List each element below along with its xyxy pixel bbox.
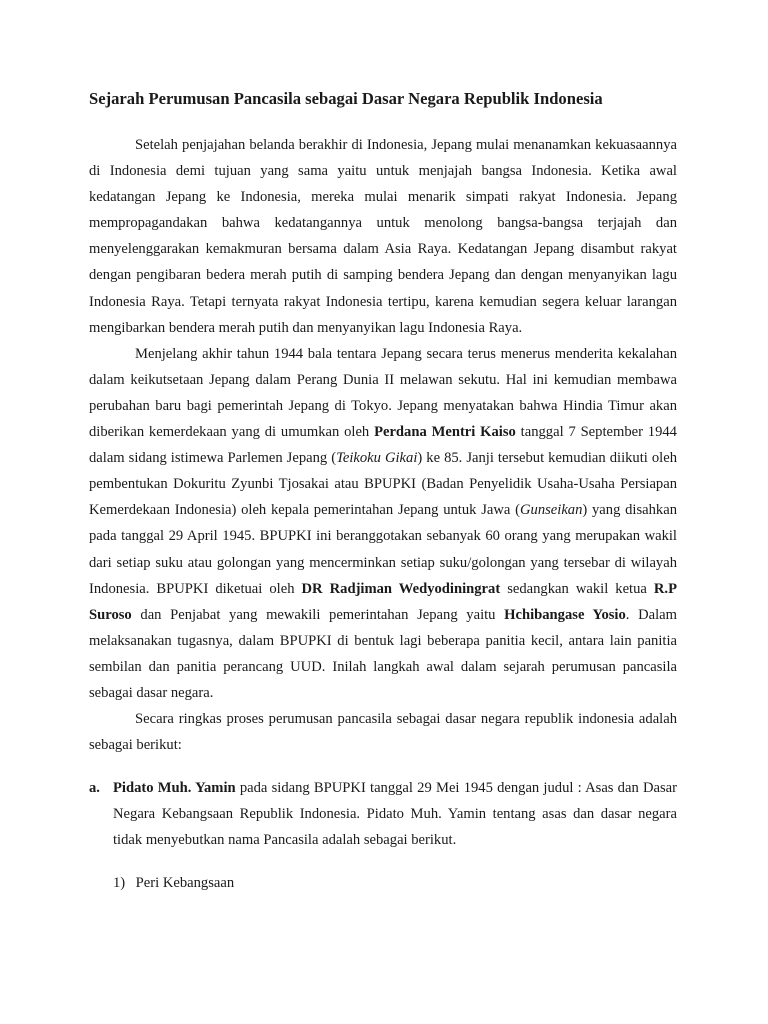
list-item-bold-lead: Pidato Muh. Yamin: [113, 780, 236, 796]
sub-list-text: Peri Kebangsaan: [135, 875, 235, 891]
paragraph-2-text-7: . Dalam melaksanakan tugasnya, dalam BPUPKI di bentuk lagi beberapa panitia kecil, antara lain panitia sembilan dan panitia perancang UUD. Inilah langkah awal dalam sejarah perumusan pancasila sebagai dasar negara.: [89, 606, 678, 701]
list-item-text: pada sidang BPUPKI tanggal 29 Mei 1945 dengan judul : Asas dan Dasar Negara Kebangsaan Republik Indonesia. Pidato Muh. Yamin tentang asas dan dasar negara tidak menyebutkan nama Pancasila adalah sebagai berikut.: [113, 780, 677, 849]
paragraph-2-text-4: ) yang disahkan pada tanggal 29 April 1945. BPUPKI ini beranggotakan sebanyak 60 orang yang merupakan wakil dari setiap suku atau golongan yang mencerminkan setiap suku/golongan yang tersebar di wilayah Indonesia. BPUPKI diketuai oleh: [89, 502, 677, 597]
paragraph-2: [89, 341, 677, 706]
paragraph-2-text-1: Menjelang akhir tahun 1944 bala tentara Jepang secara terus menerus menderita kekalahan dalam keikutsetaan Jepang dalam Perang Dunia II melawan sekutu. Hal ini kemudian membawa perubahan baru bagi pemerintah Jepang di Tokyo. Jepang menyatakan bahwa Hindia Timur akan diberikan kemerdekaan yang di umumkan oleh: [89, 345, 677, 441]
document-body: [89, 132, 677, 758]
name-rp-suroso: R.P Suroso: [89, 580, 677, 623]
sub-list-item: [113, 870, 234, 896]
sub-list-number: 1): [113, 875, 126, 891]
list-marker: a.: [89, 780, 100, 796]
paragraph-2-text-5: sedangkan wakil ketua: [500, 580, 654, 597]
paragraph-3: Secara ringkas proses perumusan pancasila sebagai dasar negara republik indonesia adalah sebagai berikut:: [89, 711, 677, 754]
list-item-content: [113, 775, 677, 853]
name-dr-radjiman: DR Radjiman Wedyodiningrat: [301, 580, 501, 597]
paragraph-2-text-2: tanggal 7 September 1944 dalam sidang istimewa Parlemen Jepang (: [89, 424, 677, 467]
name-hchibangase-yosio: Hchibangase Yosio: [504, 606, 626, 623]
term-teikoku-gikai: Teikoku Gikai: [336, 450, 418, 467]
paragraph-1: Setelah penjajahan belanda berakhir di Indonesia, Jepang mulai menanamkan kekuasaannya di Indonesia demi tujuan yang sama yaitu untuk menjajah bangsa Indonesia. Ketika awal kedatangan Jepang ke Indonesia, mereka mulai menarik simpati rakyat Indonesia. Jepang mempropagandakan bahwa kedatangannya untuk menolong bangsa-bangsa terjajah dan menyelenggarakan kemakmuran bersama dalam Asia Raya. Kedatangan Jepang disambut rakyat dengan pengibaran bedera merah putih di samping bendera Jepang dan dengan menyanyikan lagu Indonesia Raya. Tetapi ternyata rakyat Indonesia tertipu, karena kemudian segera keluar larangan mengibarkan bendera merah putih dan menyanyikan lagu Indonesia Raya.: [89, 137, 677, 336]
document-title: Sejarah Perumusan Pancasila sebagai Dasar Negara Republik Indonesia: [89, 89, 603, 108]
list-item-a: [89, 775, 677, 853]
paragraph-2-text-6: dan Penjabat yang mewakili pemerintahan Jepang yaitu: [131, 606, 505, 623]
term-gunseikan: Gunseikan: [519, 502, 583, 519]
name-perdana-mentri-kaiso: Perdana Mentri Kaiso: [374, 424, 516, 441]
paragraph-2-text-3: ) ke 85. Janji tersebut kemudian diikuti oleh pembentukan Dokuritu Zyunbi Tjosakai atau BPUPKI (Badan Penyelidik Usaha-Usaha Persiapan Kemerdekaan Indonesia) oleh kepala pemerintahan Jepang untuk Jawa (: [89, 450, 677, 519]
